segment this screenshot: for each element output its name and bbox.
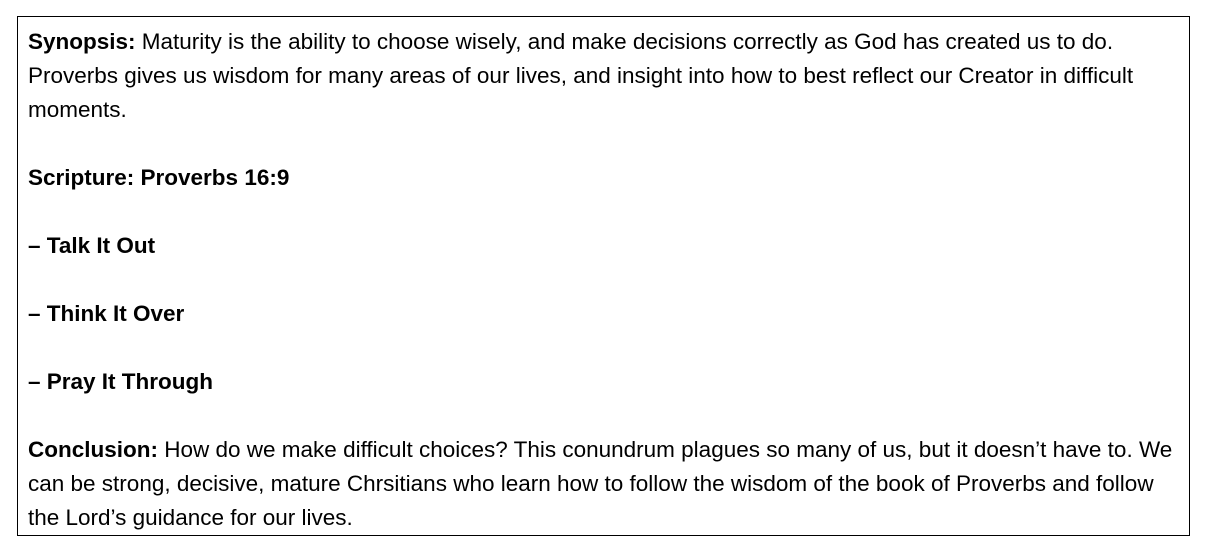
point-talk-it-out: – Talk It Out [28, 233, 156, 258]
synopsis-label: Synopsis: [28, 29, 136, 54]
conclusion-paragraph [28, 433, 1179, 535]
synopsis-paragraph [28, 25, 1179, 127]
spacer [28, 263, 1179, 297]
sermon-outline-box [17, 16, 1190, 536]
spacer [28, 127, 1179, 161]
synopsis-text: Maturity is the ability to choose wisely, and make decisions correctly as God has created us to do. Proverbs gives us wisdom for many areas of our lives, and insight into how to best reflect our Creator in difficult moments. [28, 29, 1134, 122]
spacer [28, 399, 1179, 433]
scripture-reference: Scripture: Proverbs 16:9 [28, 165, 290, 190]
point-think-it-over: – Think It Over [28, 301, 185, 326]
spacer [28, 331, 1179, 365]
conclusion-label: Conclusion: [28, 437, 158, 462]
point-pray-it-through: – Pray It Through [28, 369, 214, 394]
conclusion-text: How do we make difficult choices? This conundrum plagues so many of us, but it doesn’t have to. We can be strong, decisive, mature Chrsitians who learn how to follow the wisdom of the book of Proverbs and follow the Lord’s guidance for our lives. [28, 437, 1173, 530]
spacer [28, 195, 1179, 229]
